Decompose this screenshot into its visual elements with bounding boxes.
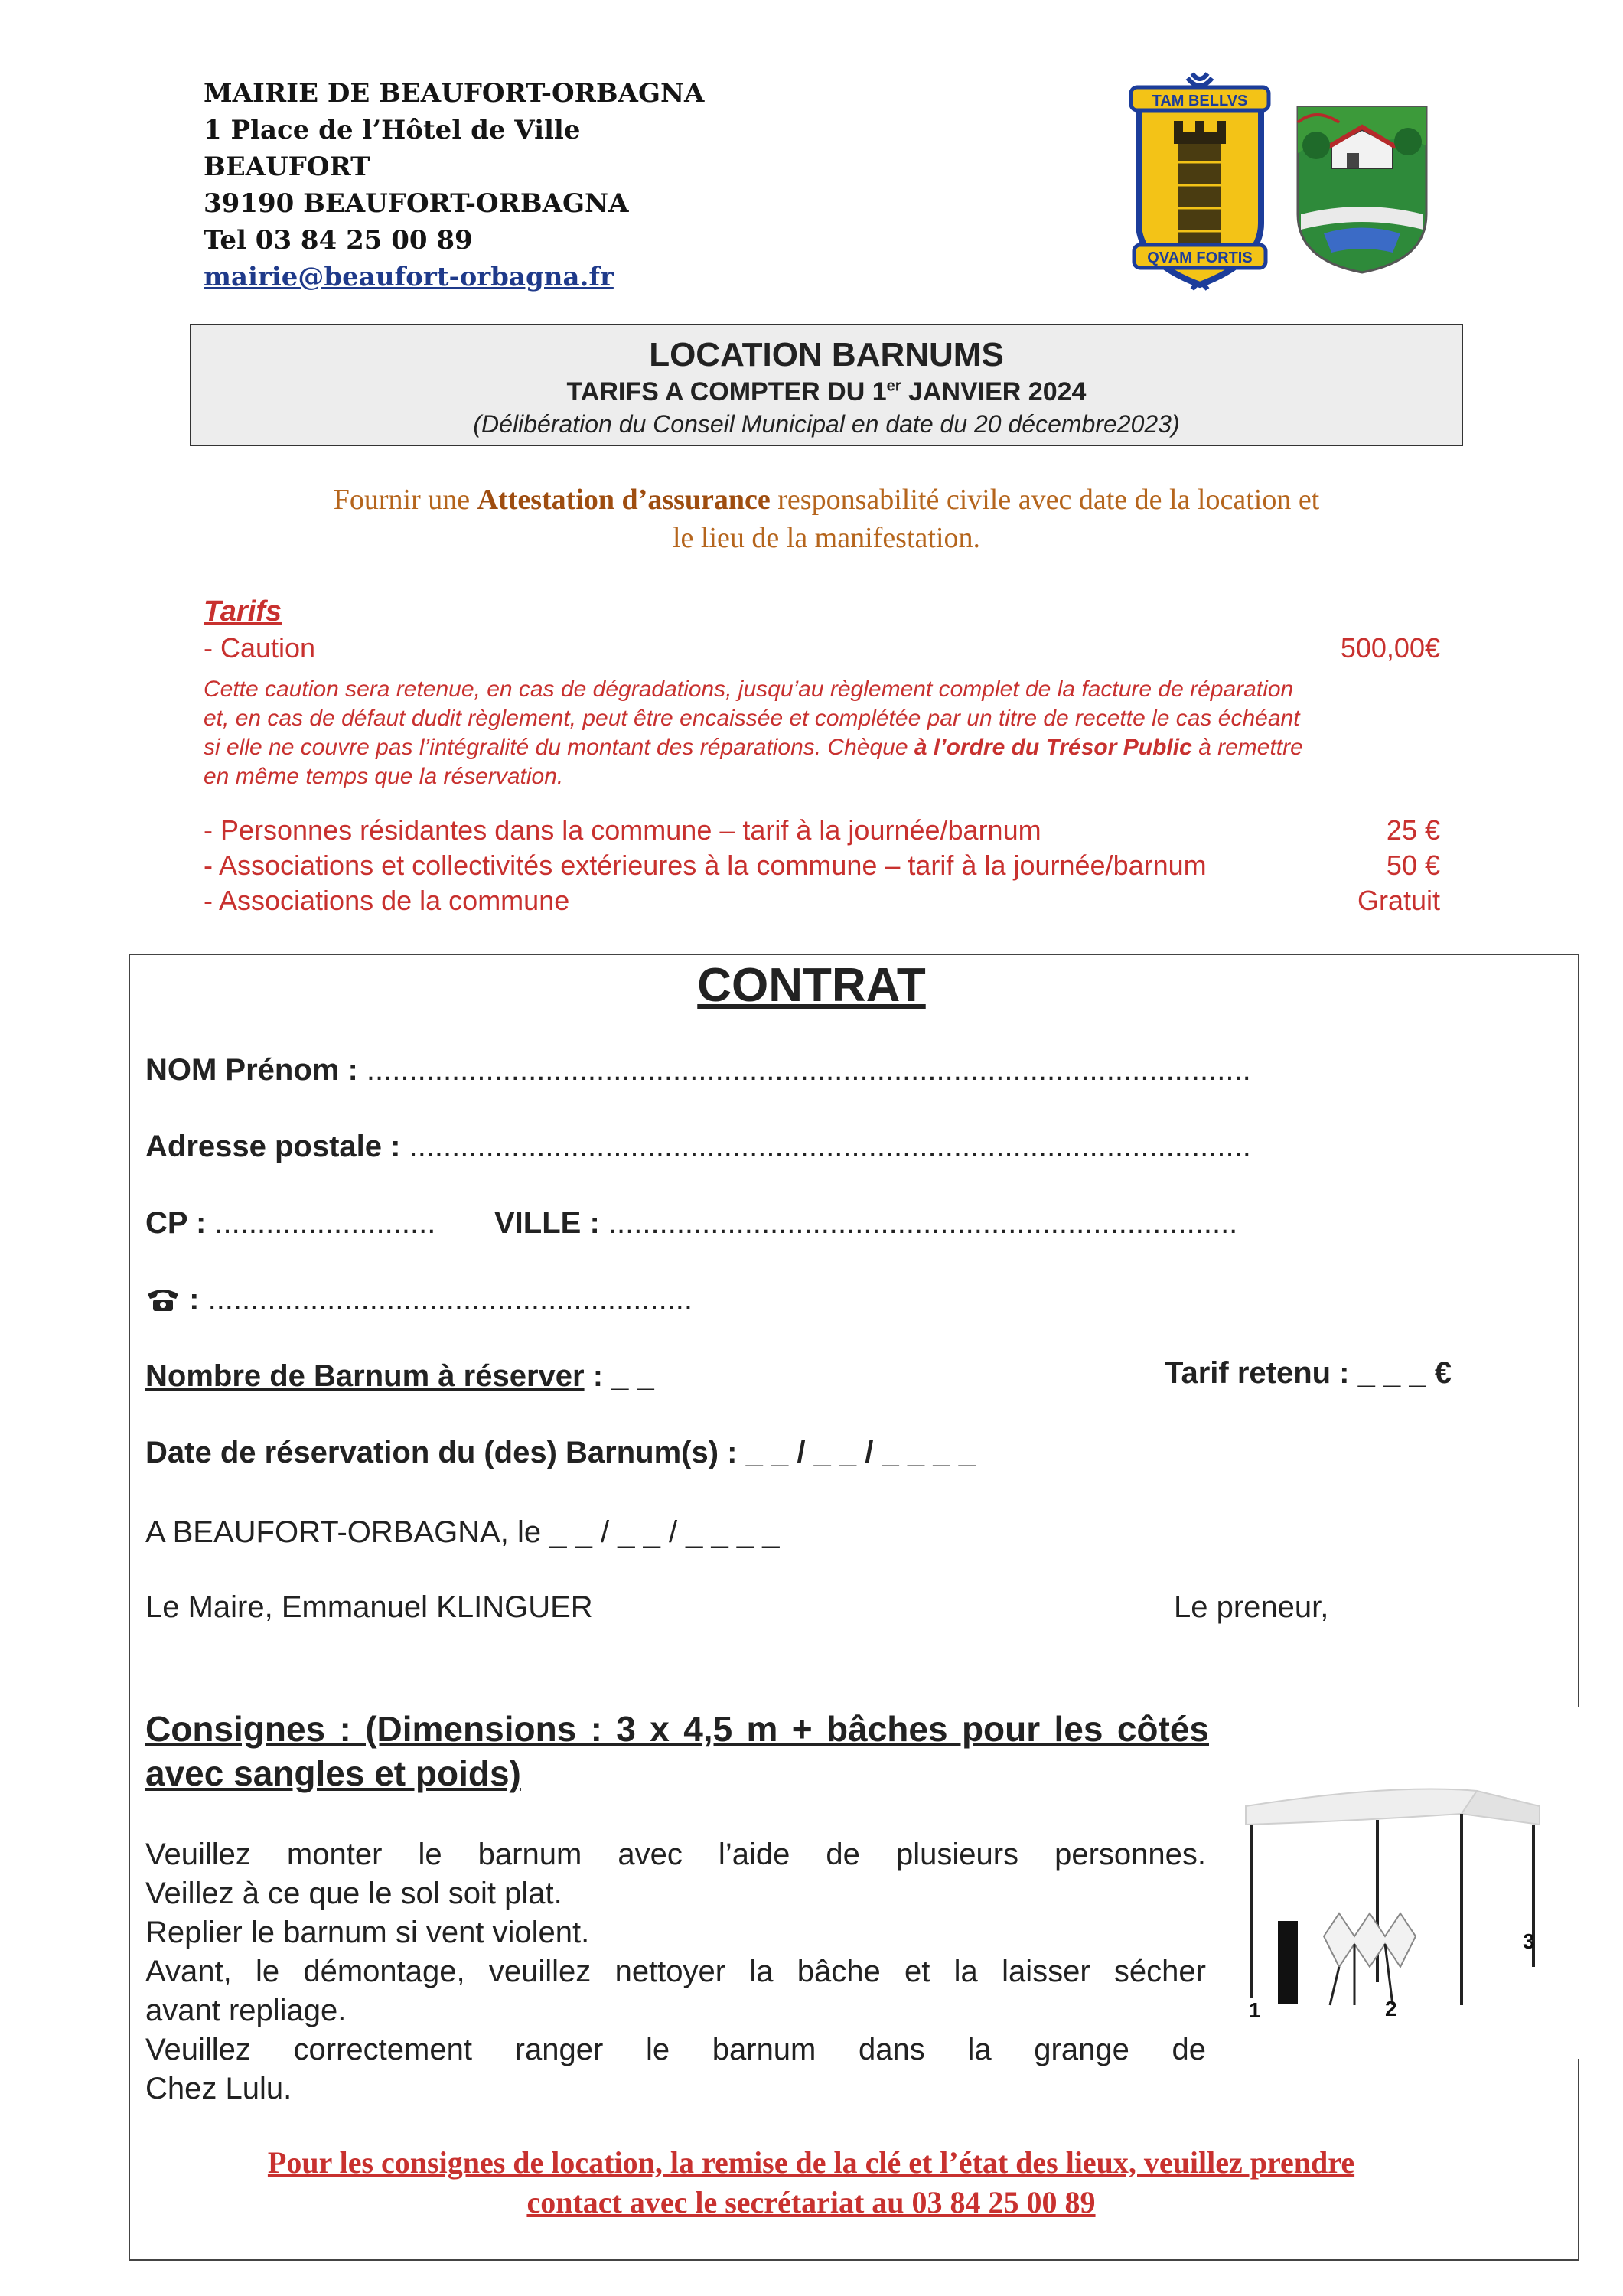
address-postcode: 39190 BEAUFORT-ORBAGNA: [204, 188, 629, 219]
consignes-heading: Consignes : (Dimensions : 3 x 4,5 m + bâches pour les côtés avec sangles et poids): [145, 1709, 1209, 1793]
crest-top-banner: TAM BELLVS: [1152, 93, 1248, 109]
barnum-illustration: [1240, 1776, 1561, 2036]
mairie-address-block: [204, 75, 704, 295]
figure-label-2: 2: [1385, 1997, 1397, 2020]
tarifs-date: TARIFS A COMPTER DU 1er JANVIER 2024: [566, 377, 1087, 406]
nom-prenom-field[interactable]: NOM Prénom : ........................................................................................................: [145, 1053, 1251, 1087]
date-reservation-field[interactable]: Date de réservation du (des) Barnum(s) : _ _ / _ _ / _ _ _ _: [145, 1436, 976, 1469]
barnum-image: [1240, 1776, 1561, 2036]
coat-of-arms-landscape: [1293, 99, 1431, 276]
mairie-name: MAIRIE DE BEAUFORT-ORBAGNA: [204, 78, 705, 109]
frame-gap: [1569, 1707, 1599, 2059]
address-town: BEAUFORT: [204, 152, 370, 182]
tarif-row-exterieures: - Associations et collectivités extérieures à la commune – tarif à la journée/barnum 50 €: [204, 850, 1440, 881]
address-street: 1 Place de l’Hôtel de Ville: [204, 115, 581, 145]
tarif-retenu-field[interactable]: Tarif retenu : _ _ _ €: [1165, 1356, 1452, 1390]
deliberation-note: (Délibération du Conseil Municipal en date du 20 décembre2023): [473, 410, 1180, 438]
tarif-row-commune: - Associations de la commune Gratuit: [204, 885, 1440, 916]
coat-of-arms-tower: [1123, 70, 1276, 292]
telephone-field[interactable]: : .........................................................: [145, 1283, 693, 1317]
consignes-body: Veuillez monter le barnum avec l’aide de plusieurs personnes. Veillez à ce que le sol soit plat. Replier le barnum si vent violent. Avant, le démontage, veuillez nettoyer la bâche et la laisser sécher avant repliage. Veuillez correctement ranger le barnum dans la grange de Chez Lulu.: [145, 1838, 1206, 2105]
preneur-signature: Le preneur,: [1174, 1590, 1329, 1624]
tarif-row-residents: - Personnes résidantes dans la commune – tarif à la journée/barnum 25 €: [204, 814, 1440, 846]
figure-label-3: 3: [1523, 1929, 1535, 1953]
footer-contact-note: Pour les consignes de location, la remise de la clé et l’état des lieux, veuillez prendre contact avec le secrétariat au 03 84 25 00 89: [267, 2145, 1355, 2219]
title-box: [190, 324, 1463, 446]
caution-row: - Caution 500,00€: [204, 632, 1440, 664]
telephone-icon: [145, 1287, 181, 1313]
crest-bottom-banner: QVAM FORTIS: [1147, 249, 1253, 266]
insurance-notice: Fournir une Attestation d’assurance responsabilité civile avec date de la location et le lieu de la manifestation.: [333, 484, 1320, 554]
maire-signature: Le Maire, Emmanuel KLINGUER: [145, 1590, 593, 1624]
lieu-date-field[interactable]: A BEAUFORT-ORBAGNA, le _ _ / _ _ / _ _ _ _: [145, 1515, 780, 1549]
nombre-barnum-field[interactable]: Nombre de Barnum à réserver : _ _: [145, 1359, 654, 1393]
figure-label-1: 1: [1249, 1998, 1261, 2022]
tarifs-heading: Tarifs: [204, 595, 282, 628]
adresse-field[interactable]: Adresse postale : ...................................................................................................: [145, 1130, 1251, 1163]
caution-text: Cette caution sera retenue, en cas de dégradations, jusqu’au règlement complet de la facture de réparation et, en cas de défaut dudit règlement, peut être encaissée et complétée par un titre de recette le cas échéant si elle ne couvre pas l’intégralité du montant des réparations. Chèque à l’ordre du Trésor Public à remettre en même temps que la réservation.: [204, 677, 1303, 789]
contract-title: CONTRAT: [697, 959, 926, 1012]
cp-field[interactable]: CP : ..........................: [145, 1206, 436, 1240]
phone-number: Tel 03 84 25 00 89: [204, 225, 473, 256]
document-title: LOCATION BARNUMS: [649, 336, 1004, 373]
email-link[interactable]: mairie@beaufort-orbagna.fr: [204, 262, 614, 292]
ville-field[interactable]: VILLE : ..........................................................................: [494, 1206, 1238, 1240]
